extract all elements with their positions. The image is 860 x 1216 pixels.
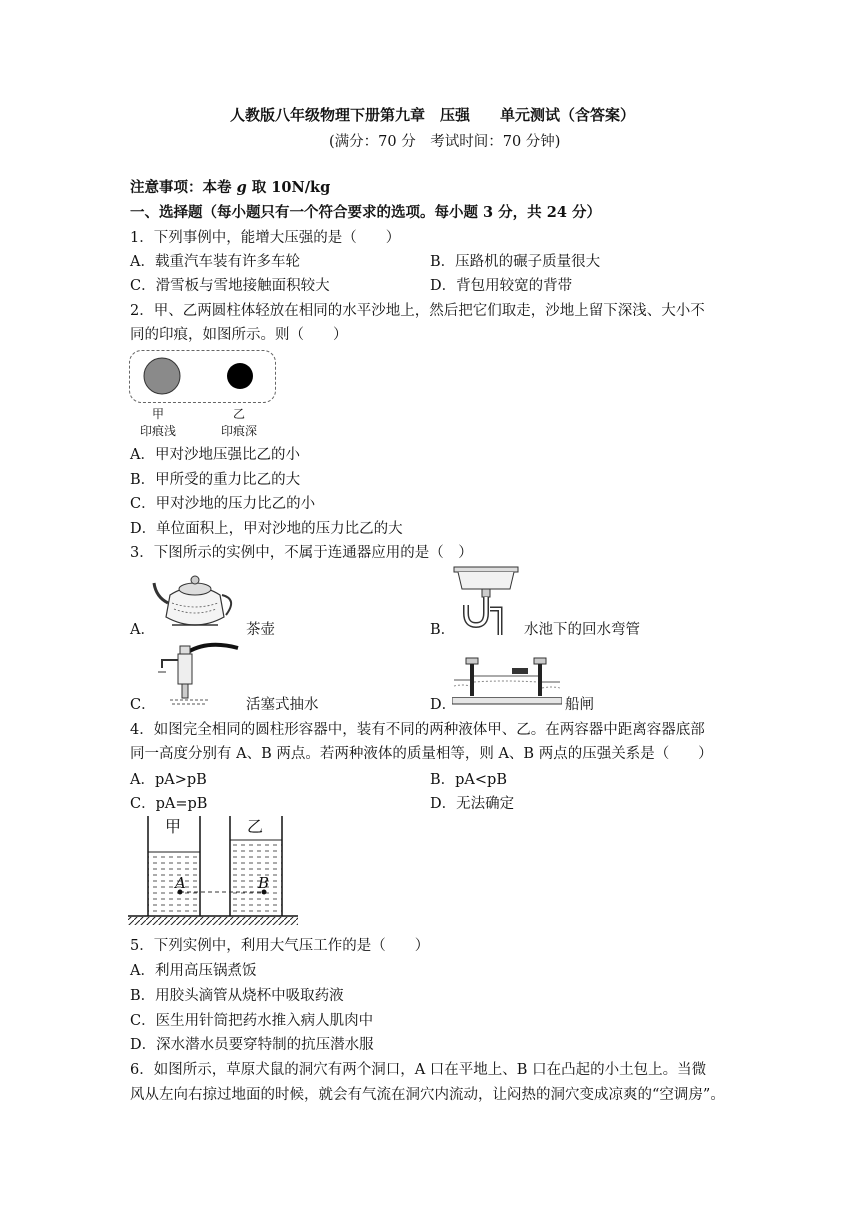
q4-point-a: A — [175, 874, 186, 892]
page-title: 人教版八年级物理下册第九章 压强 单元测试（含答案） — [230, 106, 636, 124]
q2-option-b: B．甲所受的重力比乙的大 — [130, 472, 301, 488]
q1-option-d: D．背包用较宽的背带 — [430, 278, 573, 294]
q5-option-b: B．用胶头滴管从烧杯中吸取药液 — [130, 988, 344, 1004]
notice-prefix: 注意事项：本卷 — [130, 179, 237, 196]
q4-option-c: C．pA=pB — [130, 796, 208, 812]
question-4-stem-line1: 4．如图完全相同的圆柱形容器中，装有不同的两种液体甲、乙。在两容器中距离容器底部 — [130, 722, 705, 738]
question-2-stem-line2: 同的印痕，如图所示。则（ ） — [130, 327, 348, 343]
q5-option-c: C．医生用针筒把药水推入病人肌肉中 — [130, 1013, 374, 1029]
q4-point-b: B — [258, 874, 270, 892]
q1-option-a: A．载重汽车装有许多车轮 — [130, 254, 300, 270]
notice-g: g — [236, 179, 247, 196]
imprint-jia — [144, 358, 180, 394]
q2-fig-note-jia: 印痕浅 — [140, 424, 177, 438]
q3-option-c-letter: C． — [130, 697, 156, 713]
teapot-icon — [150, 567, 240, 635]
q2-fig-note-yi: 印痕深 — [221, 424, 258, 438]
question-3-stem: 3．下图所示的实例中，不属于连通器应用的是（ ） — [130, 545, 473, 561]
q2-option-d: D．单位面积上，甲对沙地的压力比乙的大 — [130, 521, 403, 537]
piston-pump-icon — [148, 638, 240, 708]
q4-option-b: B．pA<pB — [430, 772, 507, 788]
imprint-yi — [227, 363, 253, 389]
q3-option-a-letter: A． — [130, 622, 155, 638]
q4-fig-label-yi: 乙 — [247, 817, 264, 836]
q3-option-d-letter: D． — [430, 697, 457, 713]
q5-option-a: A．利用高压锅煮饭 — [130, 963, 257, 979]
q4-fig-label-jia: 甲 — [165, 817, 182, 836]
question-2-stem-line1: 2．甲、乙两圆柱体轻放在相同的水平沙地上，然后把它们取走，沙地上留下深浅、大小不 — [130, 303, 705, 319]
q3-option-c-label: 活塞式抽水 — [246, 697, 319, 713]
question-5-stem: 5．下列实例中，利用大气压工作的是（ ） — [130, 938, 430, 954]
q4-option-a: A．pA>pB — [130, 772, 207, 788]
q1-option-c: C．滑雪板与雪地接触面积较大 — [130, 278, 330, 294]
q2-sand-figure — [128, 349, 278, 405]
q2-fig-label-jia: 甲 — [152, 407, 165, 421]
q5-option-d: D．深水潜水员要穿特制的抗压潜水服 — [130, 1037, 374, 1053]
notice — [130, 176, 330, 197]
q4-containers-figure — [128, 812, 298, 930]
sink-trap-icon — [452, 565, 520, 637]
q3-option-a-label: 茶壶 — [246, 622, 275, 638]
question-4-stem-line2: 同一高度分别有 A、B 两点。若两种液体的质量相等，则 A、B 两点的压强关系是（ ） — [130, 746, 713, 762]
q4-option-d: D．无法确定 — [430, 796, 515, 812]
notice-suffix: 取 10N/kg — [246, 179, 331, 196]
q2-option-c: C．甲对沙地的压力比乙的小 — [130, 496, 316, 512]
ship-lock-icon — [452, 654, 562, 706]
page-subtitle: (满分：70 分 考试时间：70 分钟) — [329, 134, 561, 150]
q3-option-b-label: 水池下的回水弯管 — [524, 622, 640, 638]
q2-fig-label-yi: 乙 — [233, 407, 246, 421]
q1-option-b: B．压路机的碾子质量很大 — [430, 254, 601, 270]
section-heading: 一、选择题（每小题只有一个符合要求的选项。每小题 3 分，共 24 分） — [130, 204, 601, 221]
q2-option-a: A．甲对沙地压强比乙的小 — [130, 447, 300, 463]
q3-option-d-label: 船闸 — [565, 697, 594, 713]
q3-option-b-letter: B． — [430, 622, 456, 638]
question-6-stem-line2: 风从左向右掠过地面的时候，就会有气流在洞穴内流动，让闷热的洞穴变成凉爽的“空调房”。 — [130, 1087, 725, 1103]
question-1-stem: 1．下列事例中，能增大压强的是（ ） — [130, 230, 401, 246]
question-6-stem-line1: 6．如图所示，草原犬鼠的洞穴有两个洞口，A 口在平地上、B 口在凸起的小土包上。当微 — [130, 1062, 707, 1078]
